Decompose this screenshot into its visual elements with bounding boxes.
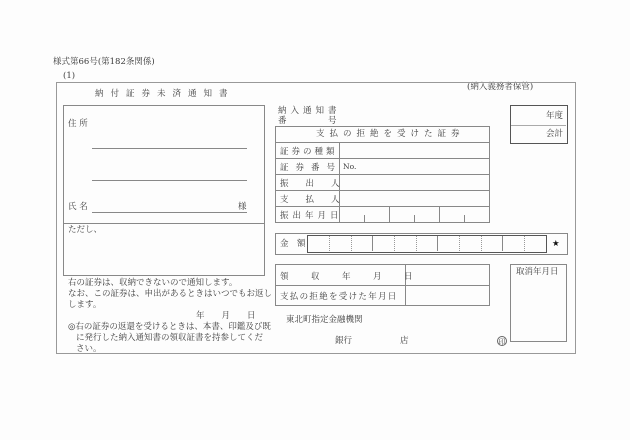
- row-drawer: [276, 174, 489, 190]
- address-box: [63, 105, 265, 276]
- notice-number-go: 号: [328, 116, 337, 126]
- address-line-2[interactable]: [92, 180, 247, 181]
- row-label: 振出年月日: [280, 211, 343, 221]
- row-label: 支払人: [280, 195, 357, 205]
- row-security-type: [276, 142, 489, 158]
- bank-label: 銀行: [335, 336, 353, 346]
- note-1: ◎右の証券の返還を受けるときは、本書、印鑑及び既: [68, 322, 271, 332]
- notice-date: 年 月 日: [196, 311, 256, 321]
- row-label: 振出人: [280, 179, 357, 189]
- designated-bank: 東北町指定金融機関: [286, 315, 363, 325]
- fiscal-account-label: 会計: [545, 129, 563, 139]
- row-issue-date: [276, 206, 489, 222]
- cancel-date-box[interactable]: [510, 264, 567, 342]
- star-icon: ★: [552, 239, 560, 249]
- keeper-note: (納入義務者保管): [467, 82, 534, 92]
- row-label: 証券の種類: [280, 147, 338, 157]
- form-number: 様式第66号(第182条関係): [53, 57, 155, 67]
- security-number-field[interactable]: No.: [343, 162, 357, 171]
- row-payer: [276, 190, 489, 206]
- amount-separator: [502, 236, 503, 251]
- branch-label: 店: [400, 336, 409, 346]
- row-divider: [276, 285, 489, 286]
- proviso-divider: [64, 223, 264, 224]
- fiscal-divider: [511, 125, 566, 126]
- date-tick: [414, 215, 415, 222]
- row-label: 証券番号: [280, 163, 343, 173]
- rejected-table-title: 支払の拒絶を受けた証券: [316, 129, 465, 139]
- date-divider: [439, 206, 440, 222]
- note-3: さい。: [76, 344, 102, 354]
- date-tick: [464, 215, 465, 222]
- fiscal-year-label: 年度: [545, 111, 563, 121]
- row-security-number: [276, 158, 489, 174]
- receipt-date-label: 領 収 年 月 日: [280, 272, 420, 282]
- honorific: 様: [238, 202, 247, 212]
- notice-number-label: 納入通知書: [278, 106, 341, 116]
- proviso-label: ただし、: [68, 225, 103, 235]
- receipt-date-table: [275, 264, 490, 306]
- name-line[interactable]: [92, 212, 247, 213]
- note-2: に発行した納入通知書の領収証書を持参してくだ: [76, 333, 264, 343]
- form-sub-number: (1): [63, 71, 76, 81]
- rejection-date-label: 支払の拒絶を受けた年月日: [280, 292, 398, 302]
- message-2b: します。: [68, 300, 102, 310]
- seal-icon: 印: [498, 338, 506, 346]
- amount-label: 金 額: [280, 239, 306, 249]
- fiscal-box: [510, 105, 568, 144]
- message-2a: なお、この証券は、申出があるときはいつでもお返し: [68, 289, 273, 299]
- amount-separator: [437, 236, 438, 251]
- address-line-1[interactable]: [92, 148, 247, 149]
- rejected-securities-table: [275, 126, 490, 223]
- date-divider: [389, 206, 390, 222]
- date-tick: [364, 215, 365, 222]
- cancel-date-label: 取消年月日: [516, 267, 559, 277]
- address-label: 住 所: [68, 119, 88, 129]
- message-1: 右の証券は、収納できないので通知します。: [68, 278, 238, 288]
- amount-row: [275, 233, 568, 255]
- notice-number-ban: 番: [278, 116, 287, 126]
- name-label: 氏 名: [68, 202, 88, 212]
- amount-field[interactable]: [307, 235, 547, 253]
- notice-title: 納付証券未済通知書: [95, 89, 235, 99]
- amount-separator: [372, 236, 373, 251]
